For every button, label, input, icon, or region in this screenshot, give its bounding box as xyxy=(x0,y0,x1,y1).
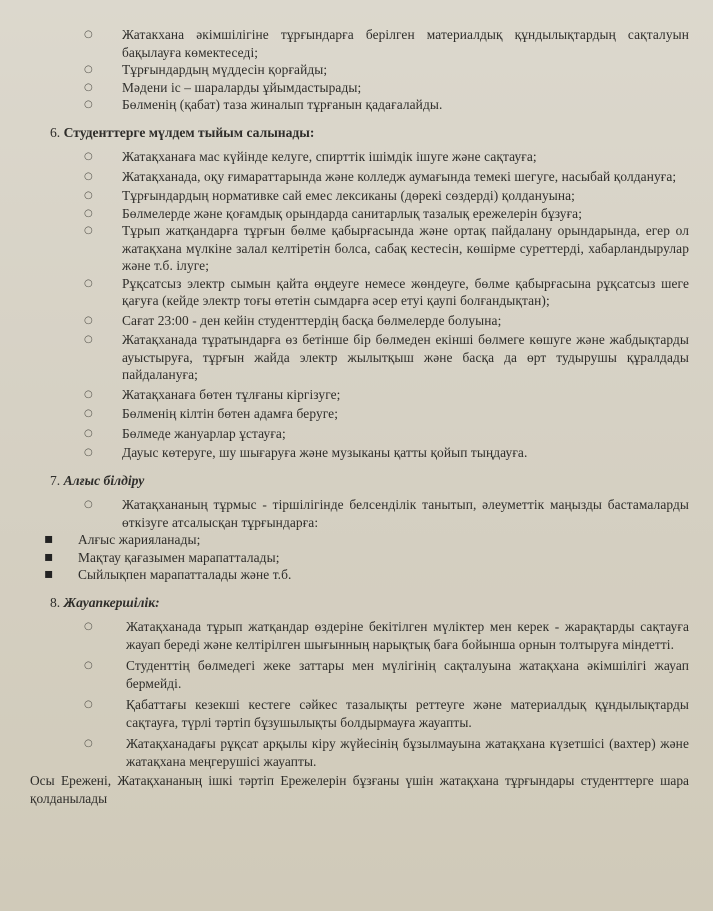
list-item-text: Сыйлықпен марапатталады және т.б. xyxy=(78,567,292,582)
list-item-text: Мәдени іс – шараларды ұйымдастырады; xyxy=(122,79,362,95)
list-item-text: Жатақханаға мас күйінде келуге, спирттік ішімдік ішуге және сақтауға; xyxy=(122,149,537,164)
list-item xyxy=(22,618,689,653)
list-item xyxy=(22,549,689,567)
section-number: 6. xyxy=(50,124,61,140)
list-item-text: Алғыс жарияланады; xyxy=(78,532,201,547)
list-item-text: Жатакхана әкімшілігіне тұрғындарға берілген материалдық құндылықтардың сақталуын бақылауға көмектеседі; xyxy=(122,27,689,60)
circle-bullet-icon: ○ xyxy=(84,388,93,400)
circle-bullet-icon: ○ xyxy=(84,225,93,236)
list-item-text: Дауыс көтеруге, шу шығаруға және музыканы қатты қойып тыңдауға. xyxy=(122,445,528,460)
list-item-text: Қабаттағы кезекші кестеге сәйкес тазалықты реттеуге және материалдық құндылықтарды сақтауға, түрлі тәртіп бұзушылықты болдырмауға жауапты. xyxy=(126,697,689,730)
section-number: 8. xyxy=(50,594,61,610)
list-item xyxy=(22,566,689,584)
circle-bullet-icon: ○ xyxy=(84,499,93,510)
circle-bullet-icon: ○ xyxy=(84,64,93,75)
list-item xyxy=(22,496,689,531)
circle-bullet-icon: ○ xyxy=(84,207,93,219)
circle-bullet-icon: ○ xyxy=(84,334,93,345)
list-item-text: Тұрғындардың мүддесін қорғайды; xyxy=(122,62,328,77)
list-item xyxy=(22,531,689,549)
section-6-heading xyxy=(22,124,689,142)
circle-bullet-icon: ○ xyxy=(84,190,93,201)
section-number: 7. xyxy=(50,472,61,488)
list-item-text: Жатақханада, оқу ғимараттарында және колледж аумағында темекі шегуге, насыбай қолдануға; xyxy=(122,168,677,184)
circle-bullet-icon: ○ xyxy=(84,170,93,182)
list-item xyxy=(22,657,689,692)
list-item-text: Бөлменің кілтін бөтен адамға беруге; xyxy=(122,406,339,421)
circle-bullet-icon: ○ xyxy=(84,151,93,162)
list-item xyxy=(22,26,689,61)
section-8-heading xyxy=(22,594,689,612)
list-item-text: Жатақханада тұрып жатқандар өздеріне бекітілген мүліктер мен керек - жарақтарды сақтауға жауап береді және келтірілген шығынның нарықтық баға бойынша орнын толтыруға міндетті. xyxy=(126,619,689,652)
list-item xyxy=(22,96,689,114)
closing-paragraph: Осы Ережені, Жатақхананың ішкі тәртіп Ережелерін бұзғаны үшін жатақхана тұрғындары студенттерге шара қолданылады xyxy=(30,773,689,806)
square-bullet-icon: ▪ xyxy=(44,548,54,565)
list-item-text: Жатақхананың тұрмыс - тіршілігінде белсенділік танытып, әлеуметтік маңызды бастамаларды өткізуге атсалысқан тұрғындарға: xyxy=(122,497,689,530)
circle-bullet-icon: ○ xyxy=(84,29,93,40)
list-item-text: Бөлмеде жануарлар ұстауға; xyxy=(122,425,286,441)
list-item xyxy=(22,148,689,166)
list-item xyxy=(22,312,689,330)
list-item xyxy=(22,386,689,404)
circle-bullet-icon: ○ xyxy=(84,699,93,710)
circle-bullet-icon: ○ xyxy=(84,660,93,671)
list-item-text: Бөлменің (қабат) таза жиналып тұрғанын қадағалайды. xyxy=(122,97,443,112)
list-item xyxy=(22,222,689,275)
section-7-heading xyxy=(22,472,689,490)
circle-bullet-icon: ○ xyxy=(84,99,93,110)
circle-bullet-icon: ○ xyxy=(84,447,93,458)
circle-bullet-icon: ○ xyxy=(84,621,93,632)
list-item xyxy=(22,425,689,443)
section-title: Жауапкершілік: xyxy=(63,594,160,610)
list-item-text: Бөлмелерде және қоғамдық орындарда санитарлық тазалық ережелерін бұзуға; xyxy=(122,205,583,221)
square-bullet-icon: ▪ xyxy=(44,566,54,582)
list-item-text: Жатақханадағы рұқсат арқылы кіру жүйесінің бұзылмауына жатақхана күзетшісі (вахтер) және жатақхана меңгерушісі жауапты. xyxy=(126,736,689,769)
circle-bullet-icon: ○ xyxy=(84,408,93,419)
section-title: Алғыс білдіру xyxy=(63,472,145,488)
list-item xyxy=(22,735,689,770)
list-item-text: Сағат 23:00 - ден кейін студенттердің басқа бөлмелерде болуына; xyxy=(122,312,502,328)
list-item-text: Студенттің бөлмедегі жеке заттары мен мүлігінің сақталуына жатақхана әкімшілігі жауап бермейді. xyxy=(126,658,689,691)
list-item-text: Тұрғындардың нормативке сай емес лексиканы (дөрекі сөздерді) қолдануына; xyxy=(122,188,576,203)
list-item xyxy=(22,205,689,223)
list-item-text: Жатақханаға бөтен тұлғаны кіргізуге; xyxy=(122,386,341,402)
circle-bullet-icon: ○ xyxy=(84,277,93,289)
list-item-text: Жатақханада тұратындарға өз бетінше бір бөлмеден екінші бөлмеге көшуге және жабдықтарды ауыстыруға, тұрғын жайда электр жылытқыш және басқа да өрт тудырушы құралдады пайдалануға; xyxy=(122,332,689,382)
list-item xyxy=(22,61,689,79)
list-item xyxy=(22,331,689,384)
list-item-text: Рұқсатсыз электр сымын қайта өңдеуге немесе жөндеуге, бөлме қабырғасына рұқсатсыз шеге қағуға (кейде электр тоғы өтетін сымдарға әсер етуі қаупі болғандықтан); xyxy=(122,275,689,308)
circle-bullet-icon: ○ xyxy=(84,314,93,326)
list-item xyxy=(22,79,689,97)
list-item-text: Мақтау қағазымен марапатталады; xyxy=(78,549,280,565)
section-title: Студенттерге мүлдем тыйым салынады: xyxy=(63,124,315,140)
list-item xyxy=(22,168,689,186)
circle-bullet-icon: ○ xyxy=(84,738,93,749)
square-bullet-icon: ▪ xyxy=(44,531,54,547)
list-item xyxy=(22,444,689,462)
list-item xyxy=(22,405,689,423)
list-item xyxy=(22,187,689,205)
circle-bullet-icon: ○ xyxy=(84,81,93,93)
list-item xyxy=(22,275,689,310)
circle-bullet-icon: ○ xyxy=(84,427,93,439)
list-item xyxy=(22,696,689,731)
list-item-text: Тұрып жатқандарға тұрғын бөлме қабырғасында және ортақ пайдалану орындарында, егер ол жатақхана мүлкіне залал келтіретін болса, сабақ кестесін, көшірме суреттерді, хабарландырулар және т.б. ілуге; xyxy=(122,223,689,273)
